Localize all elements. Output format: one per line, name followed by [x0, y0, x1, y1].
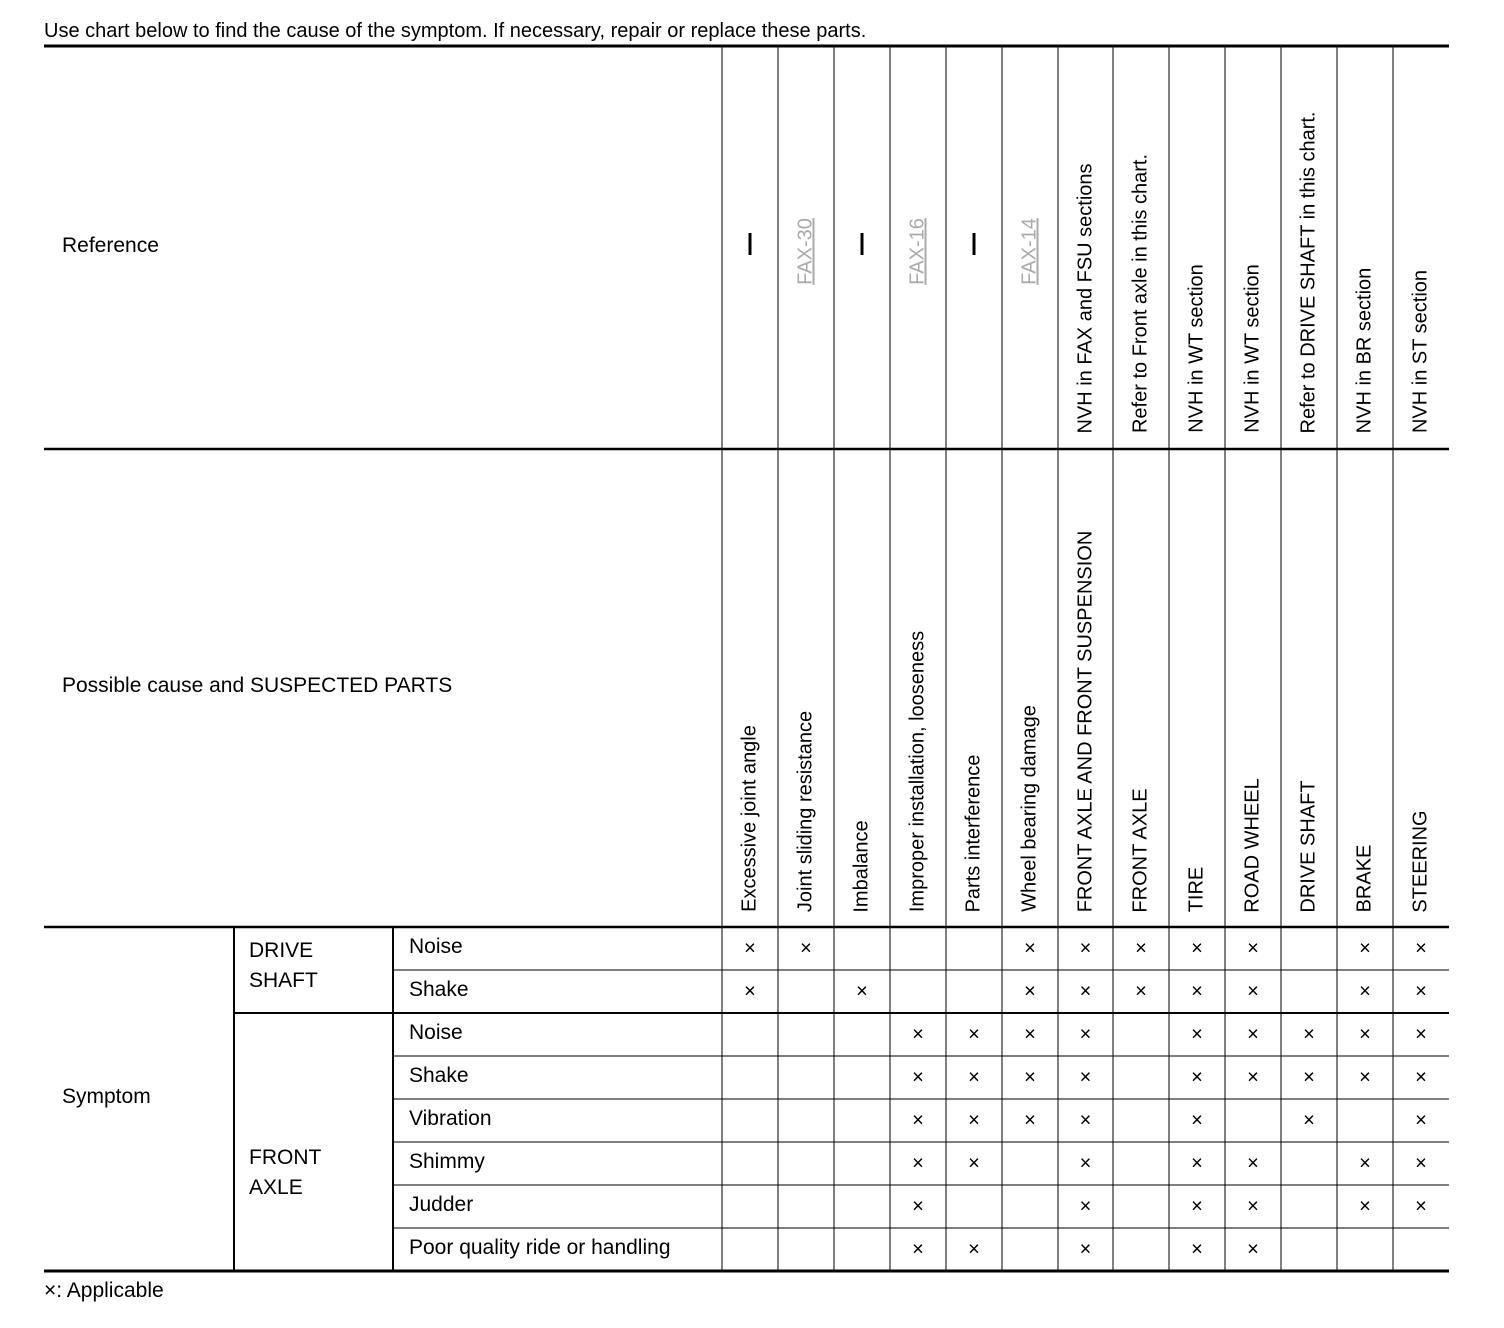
- reference-dash: [973, 233, 976, 255]
- applicable-mark: ×: [1415, 1066, 1427, 1088]
- reference-link[interactable]: FAX-16: [906, 218, 929, 285]
- applicable-mark: ×: [1024, 937, 1036, 959]
- symptom-label: Noise: [409, 935, 463, 958]
- reference-dash: [861, 233, 864, 255]
- applicable-mark: ×: [1024, 1109, 1036, 1131]
- applicable-mark: ×: [968, 1066, 980, 1088]
- symptom-label: Poor quality ride or handling: [409, 1236, 671, 1259]
- applicable-mark: ×: [1303, 1109, 1315, 1131]
- cause-header: DRIVE SHAFT: [1297, 779, 1320, 913]
- applicable-mark: ×: [1359, 1152, 1371, 1174]
- reference-text: NVH in WT section: [1185, 264, 1208, 433]
- applicable-mark: ×: [1359, 937, 1371, 959]
- applicable-mark: ×: [1191, 1238, 1203, 1260]
- applicable-mark: ×: [1359, 980, 1371, 1002]
- applicable-mark: ×: [1191, 937, 1203, 959]
- applicable-mark: ×: [968, 1152, 980, 1174]
- applicable-mark: ×: [1415, 980, 1427, 1002]
- applicable-mark: ×: [1191, 1109, 1203, 1131]
- applicable-mark: ×: [1079, 1195, 1092, 1217]
- applicable-mark: ×: [1415, 1109, 1427, 1131]
- applicable-mark: ×: [912, 1152, 924, 1174]
- chart-instruction: Use chart below to find the cause of the symptom. If necessary, repair or replace these parts.: [44, 20, 867, 42]
- applicable-mark: ×: [1079, 1023, 1092, 1045]
- cause-header: Improper installation, looseness: [906, 630, 929, 913]
- applicable-mark: ×: [1024, 1066, 1036, 1088]
- applicable-mark: ×: [1135, 980, 1147, 1002]
- group-label: FRONT: [249, 1146, 322, 1169]
- applicable-mark: ×: [744, 980, 756, 1002]
- reference-text: Refer to DRIVE SHAFT in this chart.: [1297, 111, 1320, 433]
- cause-header: Imbalance: [850, 819, 873, 913]
- symptom-label: Vibration: [409, 1107, 492, 1130]
- applicable-mark: ×: [968, 1238, 980, 1260]
- cause-header: Wheel bearing damage: [1018, 705, 1041, 912]
- symptom-label: Shimmy: [409, 1150, 485, 1173]
- applicable-mark: ×: [912, 1195, 924, 1217]
- applicable-mark: ×: [1191, 1023, 1203, 1045]
- applicable-mark: ×: [1024, 1023, 1036, 1045]
- applicable-mark: ×: [912, 1066, 924, 1088]
- applicable-mark: ×: [1024, 980, 1036, 1002]
- applicable-mark: ×: [1247, 1195, 1259, 1217]
- applicable-mark: ×: [968, 1109, 980, 1131]
- applicable-mark: ×: [1191, 1195, 1203, 1217]
- reference-link[interactable]: FAX-30: [794, 218, 817, 285]
- reference-text: NVH in ST section: [1409, 269, 1432, 434]
- group-label: SHAFT: [249, 969, 318, 992]
- applicable-mark: ×: [1079, 980, 1092, 1002]
- group-label: AXLE: [249, 1176, 303, 1199]
- reference-link[interactable]: FAX-14: [1018, 218, 1041, 285]
- reference-row-label: Reference: [62, 234, 159, 257]
- cause-header: STEERING: [1409, 809, 1432, 913]
- reference-text: NVH in WT section: [1241, 264, 1264, 433]
- applicable-mark: ×: [1247, 1023, 1259, 1045]
- applicable-mark: ×: [1191, 1152, 1203, 1174]
- applicable-mark: ×: [1191, 980, 1203, 1002]
- applicable-mark: ×: [1415, 1023, 1427, 1045]
- symptom-label: Judder: [409, 1193, 474, 1216]
- applicable-mark: ×: [1415, 1152, 1427, 1174]
- applicable-mark: ×: [912, 1109, 924, 1131]
- cause-header: Parts interference: [962, 754, 985, 912]
- symptom-label: Noise: [409, 1021, 463, 1044]
- symptom-row-label: Symptom: [62, 1085, 151, 1108]
- applicable-mark: ×: [1247, 980, 1259, 1002]
- applicable-mark: ×: [1191, 1066, 1203, 1088]
- applicable-mark: ×: [1415, 937, 1427, 959]
- applicable-mark: ×: [1079, 1152, 1092, 1174]
- applicable-mark: ×: [1079, 937, 1092, 959]
- symptom-label: Shake: [409, 1064, 469, 1087]
- applicable-mark: ×: [1079, 1238, 1092, 1260]
- applicable-mark: ×: [1079, 1109, 1092, 1131]
- cause-header: BRAKE: [1353, 844, 1376, 912]
- cause-header: Joint sliding resistance: [794, 710, 817, 913]
- possible-cause-row-label: Possible cause and SUSPECTED PARTS: [62, 674, 453, 697]
- group-label: DRIVE: [249, 939, 314, 962]
- cause-header: ROAD WHEEL: [1241, 777, 1264, 913]
- applicable-mark: ×: [1359, 1195, 1371, 1217]
- applicable-mark: ×: [912, 1238, 924, 1260]
- applicable-mark: ×: [1359, 1066, 1371, 1088]
- cause-header: FRONT AXLE AND FRONT SUSPENSION: [1074, 530, 1096, 912]
- applicable-mark: ×: [1079, 1066, 1092, 1088]
- reference-text: NVH in BR section: [1353, 267, 1376, 433]
- applicable-mark: ×: [1135, 937, 1147, 959]
- applicable-mark: ×: [1247, 1238, 1259, 1260]
- reference-text: NVH in FAX and FSU sections: [1074, 162, 1096, 434]
- applicable-mark: ×: [1359, 1023, 1371, 1045]
- symptom-label: Shake: [409, 978, 469, 1001]
- applicable-mark: ×: [968, 1023, 980, 1045]
- applicable-mark: ×: [1247, 937, 1259, 959]
- applicable-mark: ×: [1303, 1066, 1315, 1088]
- applicable-mark: ×: [744, 937, 756, 959]
- applicable-mark: ×: [912, 1023, 924, 1045]
- applicable-mark: ×: [1303, 1023, 1315, 1045]
- cause-header: Excessive joint angle: [738, 725, 761, 912]
- applicable-mark: ×: [800, 937, 812, 959]
- reference-dash: [749, 233, 752, 255]
- applicable-mark: ×: [1415, 1195, 1427, 1217]
- applicable-mark: ×: [856, 980, 868, 1002]
- applicable-mark: ×: [1247, 1152, 1259, 1174]
- applicable-mark: ×: [1247, 1066, 1259, 1088]
- legend-note: ×: Applicable: [44, 1279, 164, 1302]
- cause-header: FRONT AXLE: [1129, 787, 1152, 913]
- cause-header: TIRE: [1185, 866, 1208, 912]
- reference-text: Refer to Front axle in this chart.: [1129, 153, 1152, 434]
